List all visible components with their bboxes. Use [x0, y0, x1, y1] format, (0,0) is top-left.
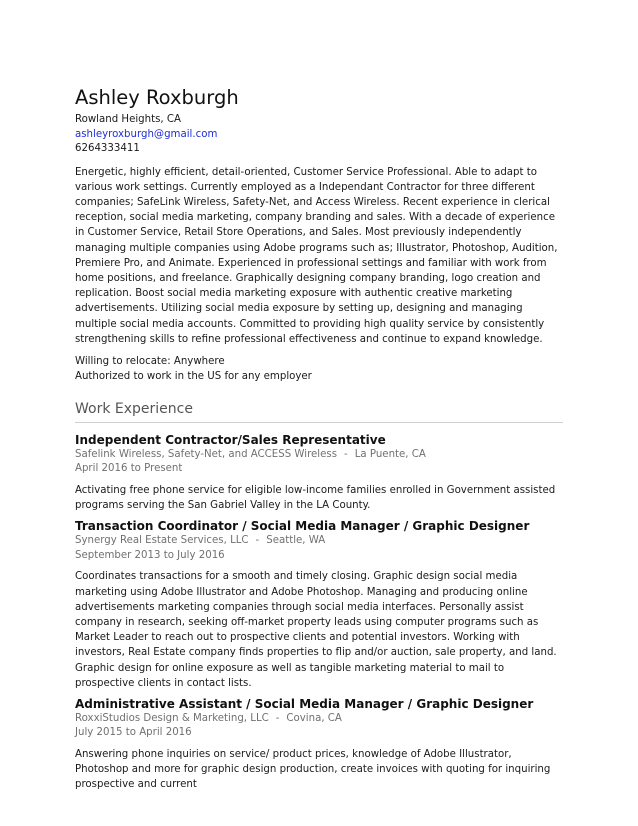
resume-page: [75, 86, 563, 793]
job-company-line: [75, 712, 563, 727]
additional-info: [75, 354, 563, 384]
job-title: Administrative Assistant / Social Media Manager / Graphic Designer: [75, 696, 534, 711]
meta-separator: -: [275, 712, 280, 724]
job-entry: [75, 519, 563, 691]
job-dates: April 2016 to Present: [75, 463, 183, 475]
job-entry: [75, 697, 563, 793]
job-dates: September 2013 to July 2016: [75, 549, 225, 561]
job-description: Answering phone inquiries on service/ product prices, knowledge of Adobe Illustrator, Photoshop and more for graphic design production, create invoices with quoting for inquiring prospective and current: [75, 748, 551, 791]
job-company: Safelink Wireless, Safety-Net, and ACCESS Wireless: [75, 448, 338, 460]
job-company: Synergy Real Estate Services, LLC: [75, 535, 249, 547]
job-location: La Puente, CA: [354, 448, 426, 460]
job-dates: July 2015 to April 2016: [75, 727, 192, 739]
job-entry: [75, 433, 563, 513]
email-link[interactable]: ashleyroxburgh@gmail.com: [75, 128, 218, 140]
job-description: Activating free phone service for eligible low-income families enrolled in Government assisted programs serving the San Gabriel Valley in the LA County.: [75, 484, 556, 512]
authorization-text: Authorized to work in the US for any employer: [75, 370, 312, 382]
job-title: Independent Contractor/Sales Representative: [75, 432, 386, 447]
work-experience-heading: Work Experience: [75, 401, 563, 423]
summary-paragraph: Energetic, highly efficient, detail-oriented, Customer Service Professional. Able to adapt to various work settings. Currently employed as a Independant Contractor for three different companies; SafeLink Wireless, Safety-Net, and Access Wireless. Recent experience in clerical reception, social media marketing, company branding and sales. With a decade of experience in Customer Service, Retail Store Operations, and Sales. Most previously independently managing multiple companies using Adobe programs such as; Illustrator, Photoshop, Audition, Premiere Pro, and Animate. Experienced in professional settings and familiar with work from home positions, and freelance. Graphically designing company branding, logo creation and replication. Boost social media marketing exposure with authentic creative marketing advertisements. Utilizing social media exposure by setting up, designing and managing multiple social media accounts. Committed to providing high quality service by consistently strengthening skills to refine professional effectiveness and continue to expand knowledge.: [75, 166, 558, 345]
candidate-name: Ashley Roxburgh: [75, 86, 239, 109]
job-location: Seattle, WA: [266, 535, 326, 547]
contact-block: [75, 113, 563, 157]
job-company-line: [75, 448, 563, 463]
relocate-text: Willing to relocate: Anywhere: [75, 355, 225, 367]
location-text: Rowland Heights, CA: [75, 114, 181, 125]
job-title: Transaction Coordinator / Social Media Manager / Graphic Designer: [75, 519, 530, 534]
meta-separator: -: [344, 448, 348, 460]
job-description: Coordinates transactions for a smooth and timely closing. Graphic design social media marketing using Adobe Illustrator and Adobe Photoshop. Managing and producing online advertisements marketing companies through social media interfaces. Personally assist company in research, seeking off-market property leads using computer programs such as Market Leader to reach out to prospective clients and potential investors. Working with investors, Real Estate company finds properties to flip and/or auction, sale property, and land. Graphic design for online exposure as well as tangible marketing material to mail to prospective clients in contact lists.: [75, 571, 557, 689]
job-location: Covina, CA: [286, 712, 342, 724]
meta-separator: -: [255, 535, 260, 547]
job-company: RoxxiStudios Design & Marketing, LLC: [75, 712, 269, 724]
job-company-line: [75, 534, 563, 549]
phone-text: 6264333411: [75, 143, 140, 154]
